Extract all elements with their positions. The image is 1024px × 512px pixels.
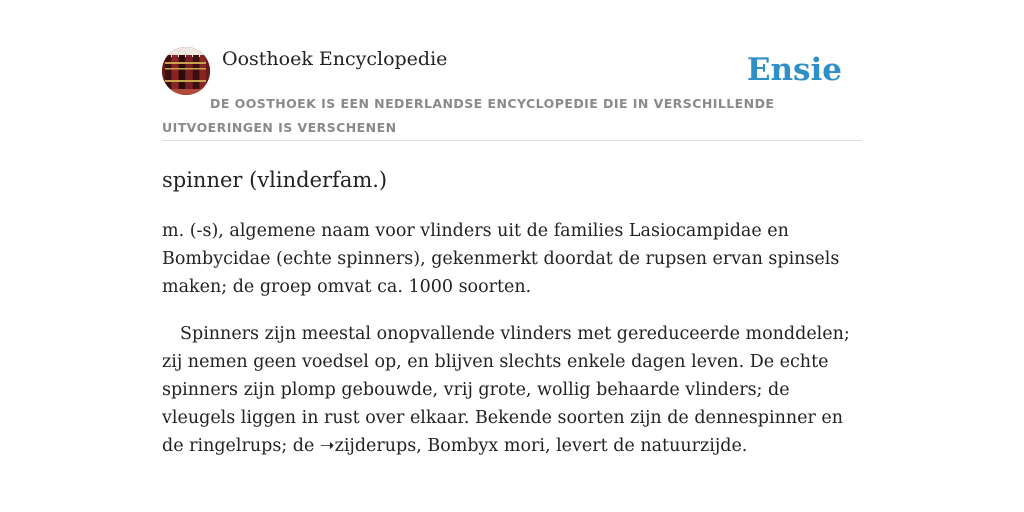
paragraph-2-text-before-link: Spinners zijn meestal onopvallende vlinders met gereduceerde monddelen; zij nemen geen voedsel op, en blijven slechts enkele dagen leven. De echte spinners zijn plomp gebouwde, vrij grote, wollig behaarde vlinders; de vleugels liggen in rust over elkaar. Bekende soorten zijn de dennespinner en de ringelrups; de xyxy=(162,324,850,456)
books-icon[interactable] xyxy=(162,47,210,95)
paragraph-2-text-after-link: , Bombyx mori, levert de natuurzijde. xyxy=(416,436,748,456)
article-title: spinner (vlinderfam.) xyxy=(162,168,388,192)
zijderups-link[interactable]: zijderups xyxy=(334,436,417,456)
site-name[interactable]: Oosthoek Encyclopedie xyxy=(222,48,448,70)
page xyxy=(162,44,862,460)
site-tagline: DE OOSTHOEK IS EEN NEDERLANDSE ENCYCLOPEDIE DIE IN VERSCHILLENDE UITVOERINGEN IS VERSCHENEN xyxy=(162,96,775,135)
link-arrow-icon: ➝ xyxy=(319,436,335,456)
site-header xyxy=(162,44,862,141)
brand-logo[interactable]: Ensie xyxy=(746,52,842,88)
article-paragraph-1: m. (-s), algemene naam voor vlinders uit de families Lasiocampidae en Bombycidae (echte spinners), gekenmerkt doordat de rupsen ervan spinsels maken; de groep omvat ca. 1000 soorten. xyxy=(162,221,840,297)
article-paragraph-2 xyxy=(162,320,862,460)
